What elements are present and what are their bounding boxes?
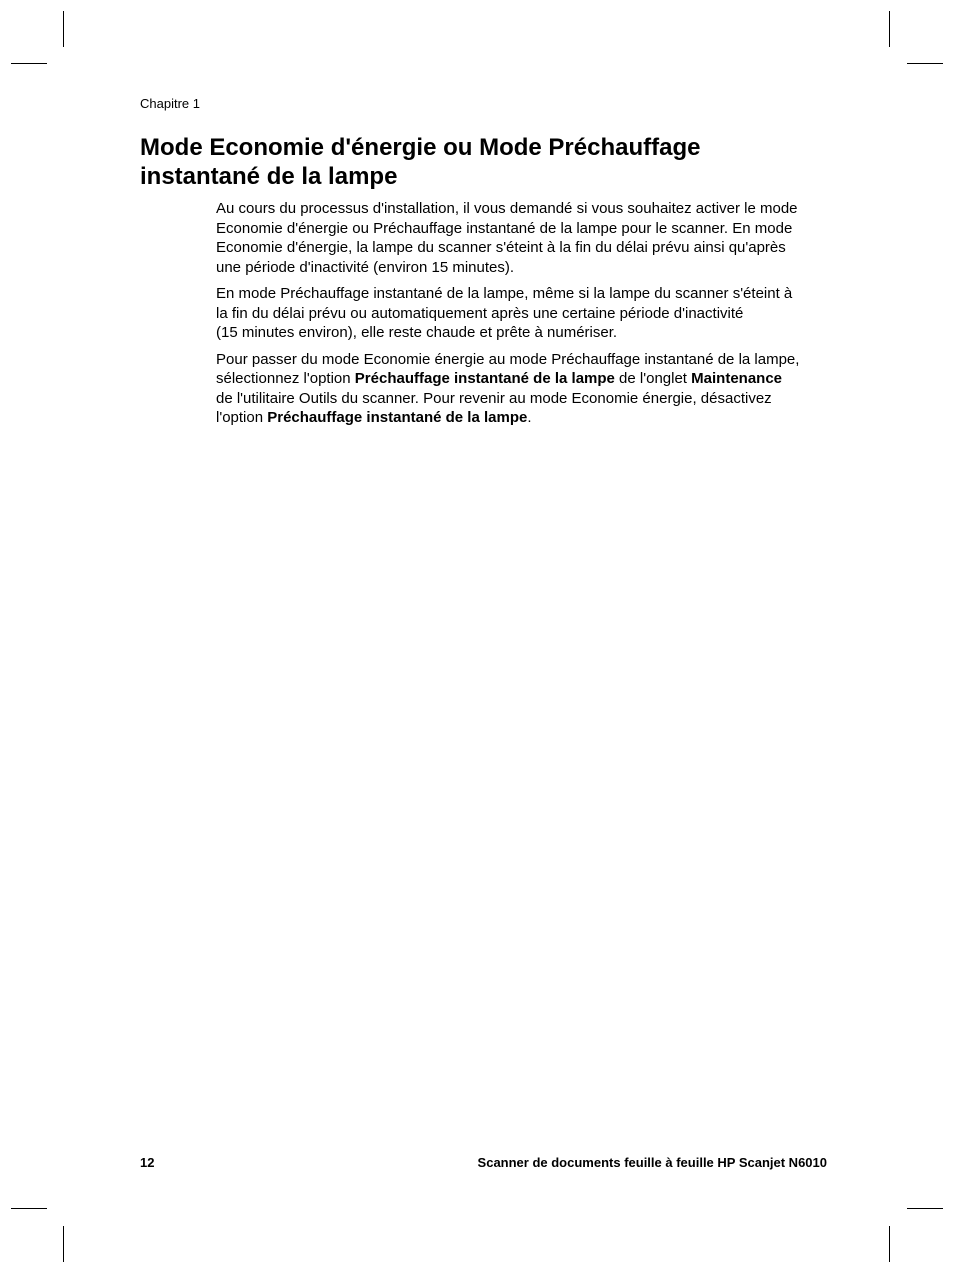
paragraph-3-text: l'option bbox=[216, 409, 268, 426]
paragraph-3 bbox=[216, 350, 832, 428]
paragraph-1-line: Economie d'énergie, la lampe du scanner s'éteint à la fin du délai prévu ainsi qu'après bbox=[216, 239, 786, 256]
crop-mark-bottom-right-horizontal bbox=[907, 1208, 943, 1209]
section-title bbox=[140, 133, 840, 191]
option-name-bold: Préchauffage instantané de la lampe bbox=[267, 409, 528, 426]
paragraph-2-line: la fin du délai prévu ou automatiquement après une certaine période d'inactivité bbox=[216, 304, 744, 322]
paragraph-1-line: Economie d'énergie ou Préchauffage instantané de la lampe pour le scanner. En mode bbox=[216, 219, 793, 237]
paragraph-3-text: sélectionnez l'option bbox=[216, 370, 355, 387]
running-head: Chapitre 1 bbox=[140, 96, 200, 111]
paragraph-1-line: Au cours du processus d'installation, il vous demandé si vous souhaitez activer le mode bbox=[216, 200, 798, 217]
paragraph-1-line: une période d'inactivité (environ 15 minutes). bbox=[216, 258, 515, 276]
option-name-bold: Préchauffage instantané de la lampe bbox=[354, 370, 615, 387]
footer-product-title: Scanner de documents feuille à feuille HP Scanjet N6010 bbox=[477, 1155, 827, 1170]
crop-mark-bottom-right-vertical bbox=[889, 1226, 890, 1262]
paragraph-3-line: de l'utilitaire Outils du scanner. Pour revenir au mode Economie énergie, désactivez bbox=[216, 389, 772, 407]
crop-mark-top-right-horizontal bbox=[907, 63, 943, 64]
crop-mark-top-left-horizontal bbox=[11, 63, 47, 64]
paragraph-1 bbox=[216, 199, 832, 277]
tab-name-bold: Maintenance bbox=[691, 370, 783, 387]
paragraph-3-text: de l'onglet bbox=[614, 370, 692, 387]
section-title-line-2: instantané de la lampe bbox=[140, 163, 398, 190]
crop-mark-top-right-vertical bbox=[889, 11, 890, 47]
paragraph-2-line: En mode Préchauffage instantané de la lampe, même si la lampe du scanner s'éteint à bbox=[216, 285, 793, 302]
section-title-line-1: Mode Economie d'énergie ou Mode Préchauffage bbox=[140, 134, 701, 161]
paragraph-2-line: (15 minutes environ), elle reste chaude et prête à numériser. bbox=[216, 324, 618, 341]
crop-mark-top-left-vertical bbox=[63, 11, 64, 47]
paragraph-2 bbox=[216, 284, 832, 343]
crop-mark-bottom-left-vertical bbox=[63, 1226, 64, 1262]
paragraph-3-line: Pour passer du mode Economie énergie au mode Préchauffage instantané de la lampe, bbox=[216, 350, 800, 368]
body-text bbox=[216, 199, 832, 435]
crop-mark-bottom-left-horizontal bbox=[11, 1208, 47, 1209]
page-number: 12 bbox=[140, 1155, 155, 1170]
paragraph-3-text: . bbox=[527, 409, 532, 426]
